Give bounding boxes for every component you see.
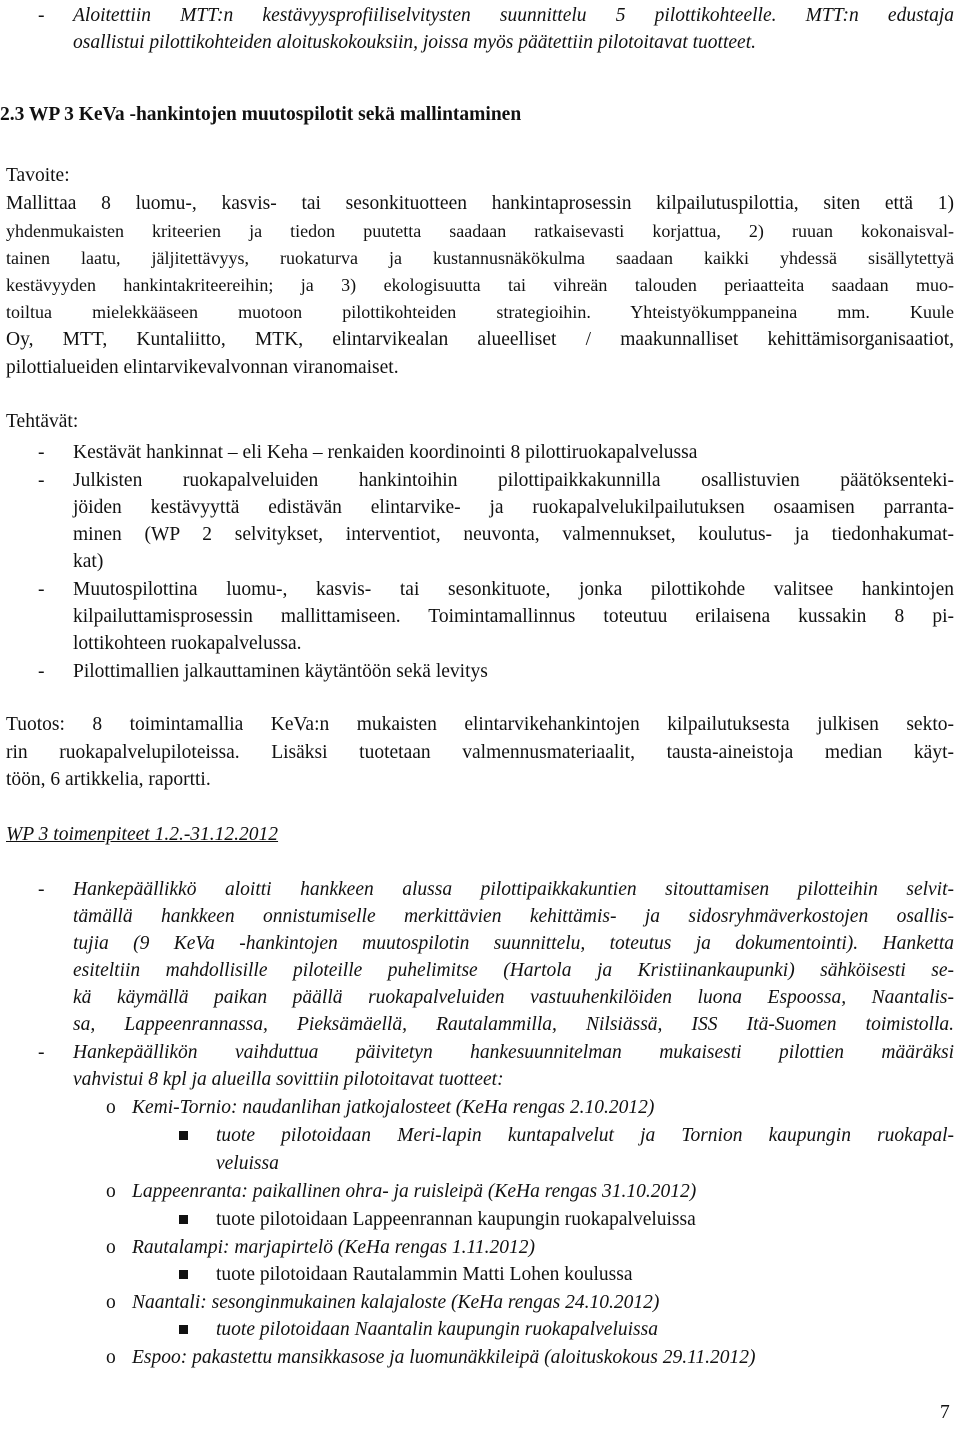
bullet-text-line: Aloitettiin MTT:n kestävyysprofiiliselvitysten suunnittelu 5 pilottikohteelle. MTT:n edustaja (73, 5, 954, 26)
tavoite-line: yhdenmukaisten kriteerien ja tiedon puutetta saadaan ratkaisevasti korjattua, 2) ruuan kokonaisval- (6, 221, 954, 241)
task-dash: - (38, 579, 45, 600)
tehtavat-label: Tehtävät: (6, 411, 79, 432)
pilot-place: Rautalampi: marjapirtelö (KeHa rengas 1.11.2012) (132, 1237, 535, 1258)
task-text-line: lottikohteen ruokapalvelussa. (73, 633, 302, 654)
pilot-place: Kemi-Tornio: naudanlihan jatkojalosteet (KeHa rengas 2.10.2012) (132, 1097, 655, 1118)
bullet-text-line: osallistui pilottikohteiden aloituskokouksiin, joissa myös päätettiin pilotoitavat tuotteet. (73, 32, 756, 53)
tavoite-line: Mallittaa 8 luomu-, kasvis- tai sesonkituotteen hankintaprosessin kilpailutuspilottia, siten että 1) (6, 193, 954, 214)
square-bullet-icon (179, 1270, 188, 1279)
tavoite-label: Tavoite: (6, 165, 70, 186)
pilot-bullet: o (106, 1097, 116, 1118)
pilot-bullet: o (106, 1181, 116, 1202)
tavoite-line: tainen laatu, jäljitettävyys, ruokaturva ja kustannusnäkökulma saadaan kaikki yhdessä sisällytettyä (6, 248, 954, 268)
pilot-bullet: o (106, 1347, 116, 1368)
tuotos-line: Tuotos: 8 toimintamallia KeVa:n mukaisten elintarvikehankintojen kilpailutuksesta julkisen sekto- (6, 714, 954, 735)
tavoite-line: toiltua mielekkääseen muotoon pilottikohteiden strategioihin. Yhteistyökumppaneina mm. Kuule (6, 302, 954, 322)
page-number: 7 (940, 1402, 950, 1423)
task-text: Kestävät hankinnat – eli Keha – renkaiden koordinointi 8 pilottiruokapalvelussa (73, 442, 698, 463)
task-text-line: Muutospilottina luomu-, kasvis- tai sesonkituote, jonka pilottikohde valitsee hankintojen (73, 579, 954, 600)
pilot-sub-line: tuote pilotoidaan Rautalammin Matti Lohen koulussa (216, 1264, 633, 1285)
measure-line: vahvistui 8 kpl ja alueilla sovittiin pilotoitavat tuotteet: (73, 1069, 504, 1090)
pilot-place: Espoo: pakastettu mansikkasose ja luomunäkkileipä (aloituskokous 29.11.2012) (132, 1347, 756, 1368)
section-title: 3 WP 3 KeVa -hankintojen muutospilotit sekä mallintaminen (14, 104, 522, 125)
pilot-bullet: o (106, 1237, 116, 1258)
pilot-sub-line: tuote pilotoidaan Lappeenrannan kaupungin ruokapalveluissa (216, 1209, 696, 1230)
measure-line: Hankepäällikkö aloitti hankkeen alussa pilottipaikkakuntien sitouttamisen pilotteihin selvit- (73, 879, 954, 900)
tuotos-line: rin ruokapalvelupiloteissa. Lisäksi tuotetaan valmennusmateriaalit, tausta-aineistoja median käyt- (6, 742, 954, 763)
measure-dash: - (38, 879, 45, 900)
pilot-place: Lappeenranta: paikallinen ohra- ja ruisleipä (KeHa rengas 31.10.2012) (132, 1181, 697, 1202)
measure-line: tujia (9 KeVa -hankintojen muutospilotin suunnittelu, toteutus ja dokumentointi). Hanketta (73, 933, 954, 954)
tavoite-line: pilottialueiden elintarvikevalvonnan viranomaiset. (6, 357, 399, 378)
task-text-line: jöiden kestävyyttä edistävän elintarvike- ja ruokapalvelukilpailutuksen osaamisen parranta- (73, 497, 954, 518)
measure-line: kä käymällä paikan päällä ruokapalveluiden vastuuhenkilöiden luona Espoossa, Naantalis- (73, 987, 954, 1008)
measure-line: sa, Lappeenrannassa, Pieksämäellä, Rautalammilla, Nilsiässä, ISS Itä-Suomen toimistolla. (73, 1014, 954, 1035)
tavoite-line: kestävyyden hankintakriteereihin; ja 3) ekologisuutta tai vihreän talouden periaatteita saadaan muo- (6, 275, 954, 295)
task-text-line: minen (WP 2 selvitykset, interventiot, neuvonta, valmennukset, koulutus- ja tiedonhakumat- (73, 524, 954, 545)
bullet-dash: - (38, 5, 45, 26)
pilot-sub-line: veluissa (216, 1153, 279, 1174)
tavoite-line: Oy, MTT, Kuntaliitto, MTK, elintarvikealan alueelliset / maakunnalliset kehittämisorganisaatiot, (6, 329, 954, 350)
pilot-sub-line: tuote pilotoidaan Meri-lapin kuntapalvelut ja Tornion kaupungin ruokapal- (216, 1125, 954, 1146)
task-text-line: kilpailuttamisprosessin mallittamiseen. Toimintamallinnus toteutuu erilaisena kussakin 8 pi- (73, 606, 954, 627)
task-text-line: Julkisten ruokapalveluiden hankintoihin pilottipaikkakunnilla osallistuvien päätöksenteki- (73, 470, 954, 491)
task-dash: - (38, 470, 45, 491)
measure-dash: - (38, 1042, 45, 1063)
square-bullet-icon (179, 1215, 188, 1224)
section-number: 2. (0, 104, 15, 125)
section-heading (0, 102, 521, 128)
pilot-place: Naantali: sesonginmukainen kalajaloste (KeHa rengas 24.10.2012) (132, 1292, 660, 1313)
task-text-line: kat) (73, 551, 104, 572)
measure-line: Hankepäällikön vaihduttua päivitetyn hankesuunnitelman mukaisesti pilottien määräksi (73, 1042, 954, 1063)
task-text: Pilottimallien jalkauttaminen käytäntöön sekä levitys (73, 661, 488, 682)
measure-line: tämällä hankkeen onnistumiselle merkittävien kehittämis- ja sidosryhmäverkostojen osallis- (73, 906, 954, 927)
measure-line: esiteltiin mahdollisille piloteille puhelimitse (Hartola ja Kristiinankaupunki) sähköisesti se- (73, 960, 954, 981)
toimenpiteet-heading: WP 3 toimenpiteet 1.2.-31.12.2012 (6, 824, 279, 845)
tuotos-line: töön, 6 artikkelia, raportti. (6, 769, 211, 790)
pilot-sub-line: tuote pilotoidaan Naantalin kaupungin ruokapalveluissa (216, 1319, 658, 1340)
pilot-bullet: o (106, 1292, 116, 1313)
task-dash: - (38, 442, 45, 463)
square-bullet-icon (179, 1325, 188, 1334)
task-dash: - (38, 661, 45, 682)
square-bullet-icon (179, 1131, 188, 1140)
